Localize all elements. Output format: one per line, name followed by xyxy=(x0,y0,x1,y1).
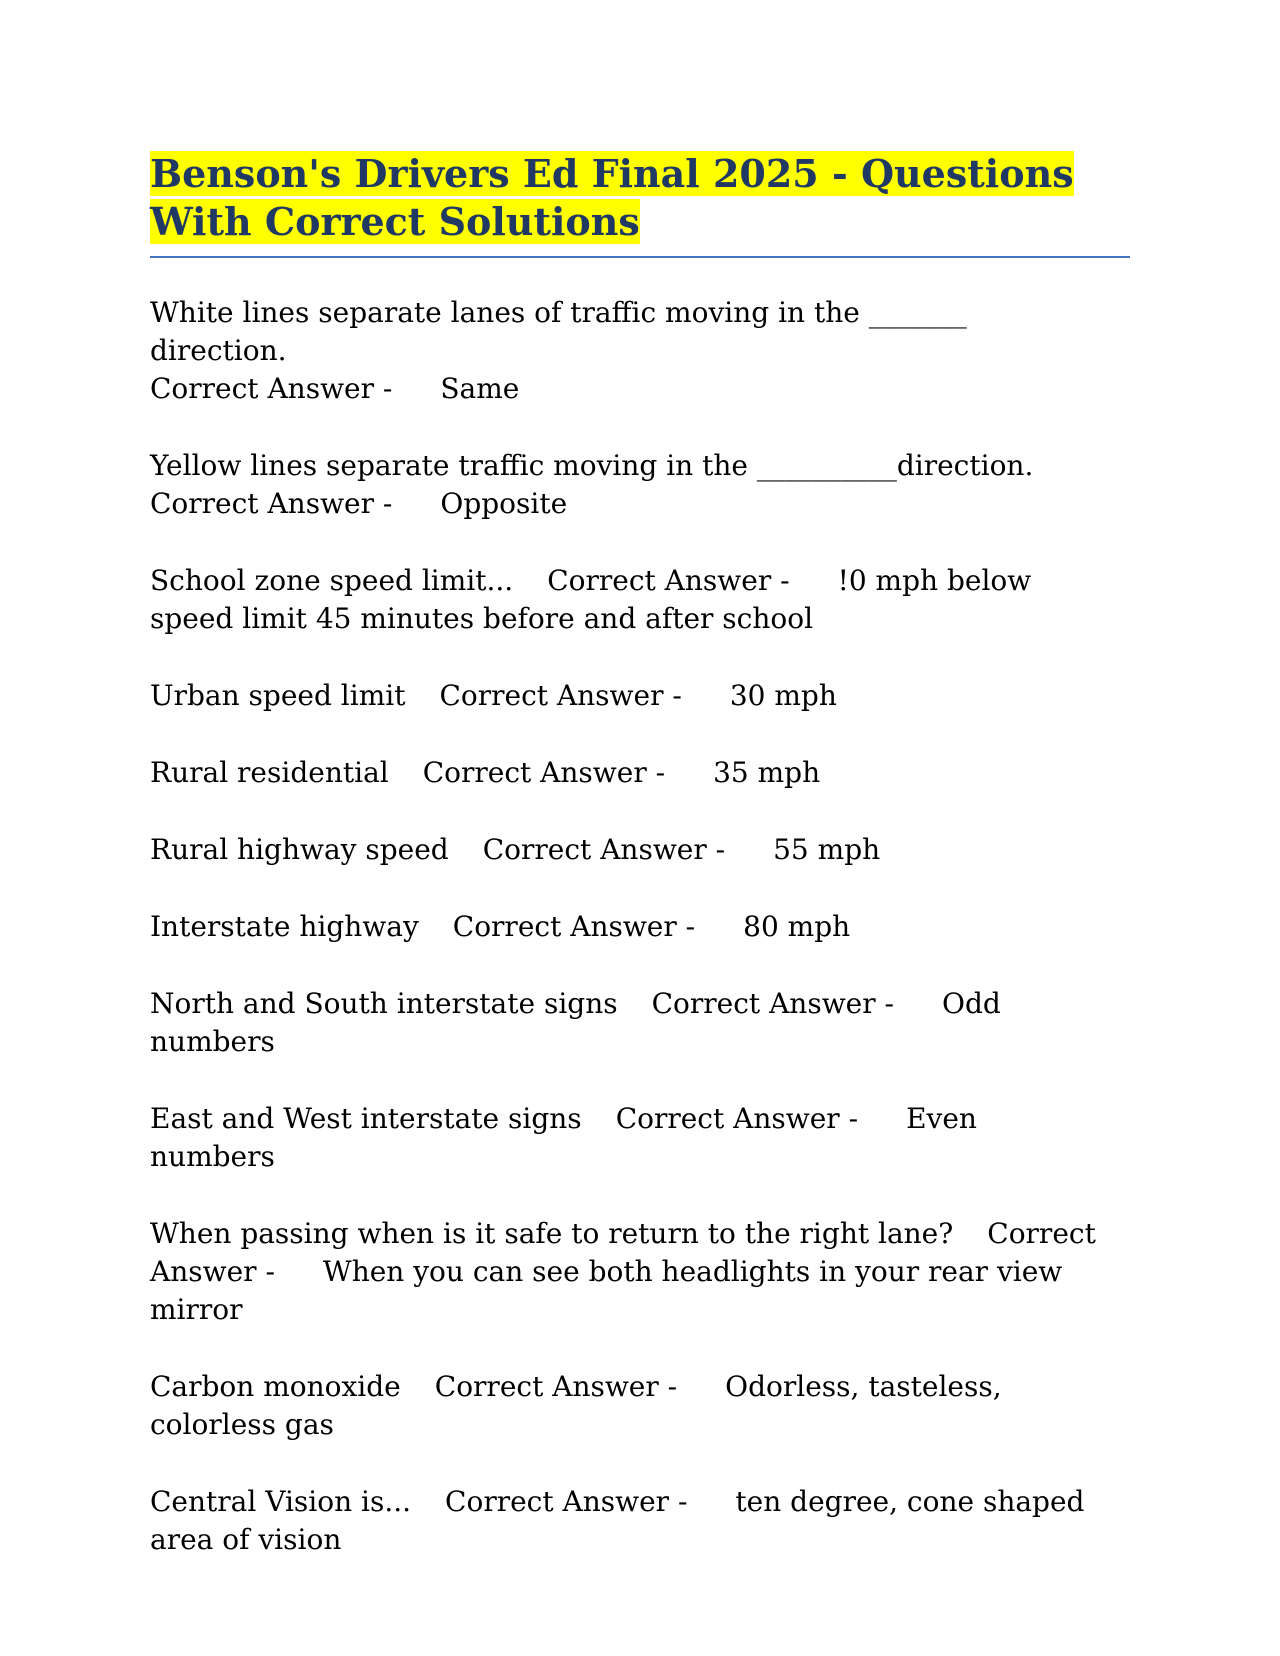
qa-item xyxy=(150,1215,1110,1329)
qa-item xyxy=(150,1483,1110,1559)
document-title xyxy=(150,150,1080,246)
answer-label: Correct Answer xyxy=(547,564,772,597)
answer-dash: - xyxy=(655,756,666,789)
answer-label: Correct Answer xyxy=(150,1217,1096,1288)
question-text: School zone speed limit... xyxy=(150,564,514,597)
qa-item xyxy=(150,985,1110,1061)
answer-label: Correct Answer xyxy=(651,987,876,1020)
answer-dash: - xyxy=(685,910,696,943)
title-highlight: Benson's Drivers Ed Final 2025 - Questions With Correct Solutions xyxy=(150,151,1074,244)
answer-label: Correct Answer xyxy=(452,910,677,943)
question-text: Carbon monoxide xyxy=(150,1370,401,1403)
answer-label: Correct Answer xyxy=(434,1370,659,1403)
answer-dash: - xyxy=(667,1370,678,1403)
qa-item xyxy=(150,447,1110,523)
answer-text: Same xyxy=(440,372,520,405)
answer-text: 80 mph xyxy=(743,910,851,943)
question-text: Central Vision is... xyxy=(150,1485,412,1518)
answer-text: Even numbers xyxy=(150,1102,977,1173)
document-page xyxy=(150,150,1130,1598)
answer-text: ten degree, cone shaped area of vision xyxy=(150,1485,1085,1556)
answer-label: Correct Answer xyxy=(482,833,707,866)
question-text: Urban speed limit xyxy=(150,679,406,712)
answer-dash: - xyxy=(382,372,393,405)
qa-item xyxy=(150,908,1110,946)
question-text: North and South interstate signs xyxy=(150,987,618,1020)
title-underline xyxy=(150,256,1130,258)
answer-text: Opposite xyxy=(440,487,568,520)
answer-dash: - xyxy=(382,487,393,520)
answer-dash: - xyxy=(780,564,790,597)
answer-text: When you can see both headlights in your rear view mirror xyxy=(150,1255,1063,1326)
qa-item xyxy=(150,562,1110,638)
qa-list xyxy=(150,294,1130,1559)
question-text: Rural residential xyxy=(150,756,389,789)
answer-label: Correct Answer xyxy=(439,679,664,712)
question-text: Yellow lines separate traffic moving in the __________direction. xyxy=(150,449,1034,482)
answer-dash: - xyxy=(265,1255,275,1288)
question-text: Interstate highway xyxy=(150,910,419,943)
qa-item xyxy=(150,1368,1110,1444)
question-text: East and West interstate signs xyxy=(150,1102,582,1135)
answer-dash: - xyxy=(715,833,726,866)
answer-dash: - xyxy=(672,679,682,712)
answer-dash: - xyxy=(848,1102,859,1135)
answer-dash: - xyxy=(677,1485,688,1518)
answer-text: 55 mph xyxy=(773,833,881,866)
answer-label: Correct Answer xyxy=(445,1485,670,1518)
answer-label: Correct Answer xyxy=(150,487,374,520)
answer-text: Odorless, tasteless, colorless gas xyxy=(150,1370,1002,1441)
qa-item xyxy=(150,677,1110,715)
answer-text: !0 mph below speed limit 45 minutes before and after school xyxy=(150,564,1032,635)
answer-label: Correct Answer xyxy=(150,372,374,405)
qa-item xyxy=(150,294,1110,408)
answer-text: Odd numbers xyxy=(150,987,1001,1058)
qa-item xyxy=(150,754,1110,792)
answer-label: Correct Answer xyxy=(422,756,647,789)
answer-label: Correct Answer xyxy=(615,1102,840,1135)
qa-item xyxy=(150,831,1110,869)
answer-dash: - xyxy=(884,987,894,1020)
qa-item xyxy=(150,1100,1110,1176)
question-text: When passing when is it safe to return to the right lane? xyxy=(150,1217,954,1250)
question-text: Rural highway speed xyxy=(150,833,449,866)
answer-text: 30 mph xyxy=(729,679,837,712)
question-text: White lines separate lanes of traffic moving in the _______ direction. xyxy=(150,296,967,367)
answer-text: 35 mph xyxy=(713,756,821,789)
